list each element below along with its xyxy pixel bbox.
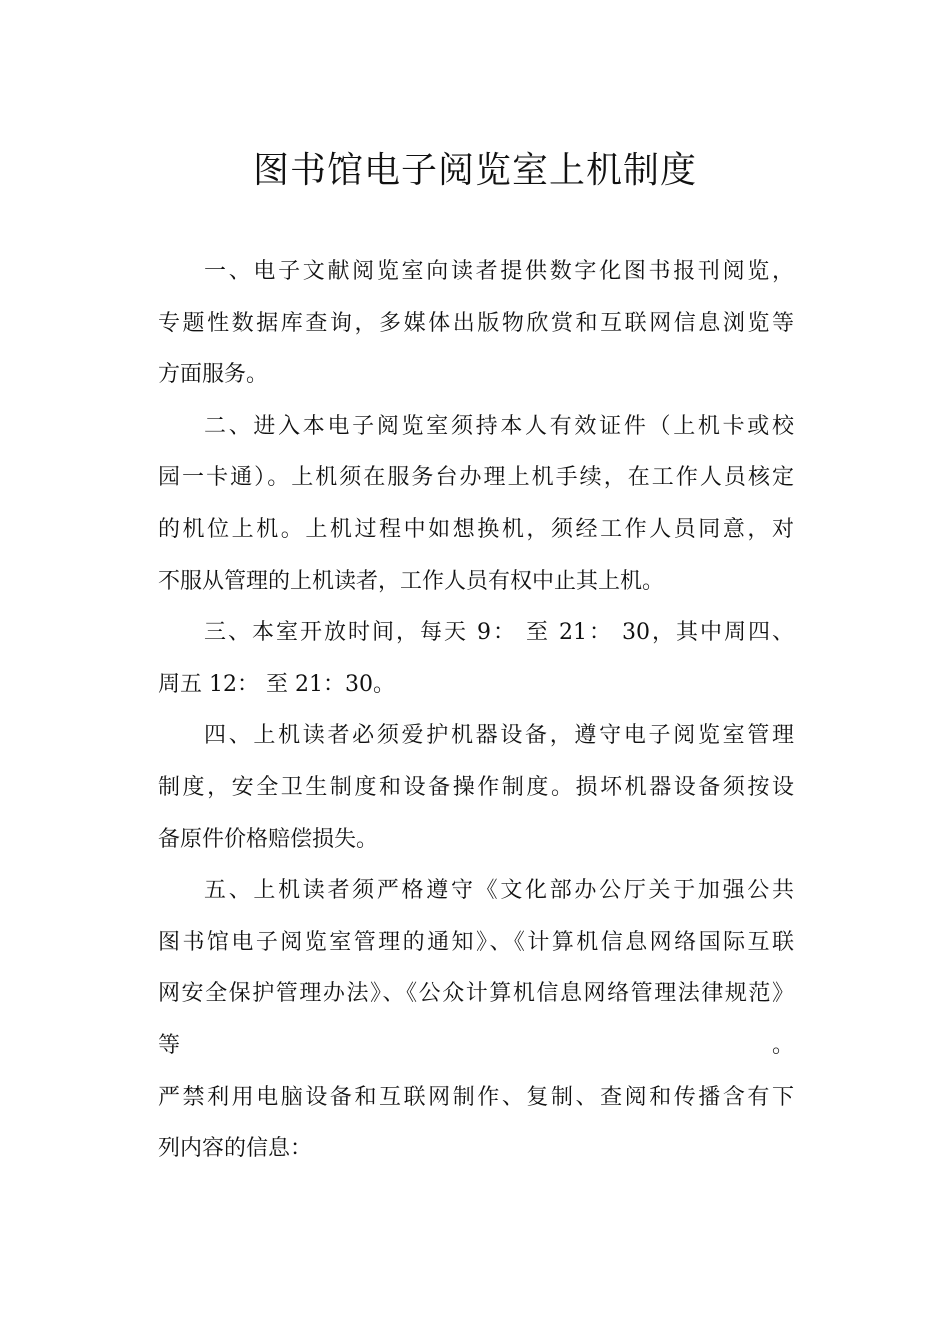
paragraph-4-line-3: 备原件价格赔偿损失。 — [158, 826, 379, 852]
paragraph-5-line-5: 严禁利用电脑设备和互联网制作、复制、查阅和传播含有下 — [158, 1084, 794, 1110]
paragraph-1-line-1: 一、电子文献阅览室向读者提供数字化图书报刊阅览， — [204, 259, 794, 284]
paragraph-5-line-4-right: 。 — [771, 1032, 794, 1058]
paragraph-3-line-2: 周五 12： 至 21：30。 — [158, 671, 395, 697]
paragraph-2-line-2: 园一卡通）。上机须在服务台办理上机手续，在工作人员核定 — [158, 465, 794, 491]
document-body — [158, 246, 794, 1175]
paragraph-4-line-2: 制度，安全卫生制度和设备操作制度。损坏机器设备须按设 — [158, 774, 794, 800]
paragraph-1-line-2: 专题性数据库查询，多媒体出版物欣赏和互联网信息浏览等 — [158, 310, 794, 336]
paragraph-2-line-3: 的机位上机。上机过程中如想换机，须经工作人员同意，对 — [158, 516, 794, 542]
paragraph-5-line-4 — [158, 1020, 794, 1072]
paragraph-5-line-3: 网安全保护管理办法》、《公众计算机信息网络管理法律规范》 — [158, 981, 794, 1007]
paragraph-3-line-1: 三、本室开放时间，每天 9： 至 21： 30，其中周四、 — [204, 620, 794, 646]
paragraph-5-line-4-left: 等 — [158, 1032, 181, 1058]
document-title: 图书馆电子阅览室上机制度 — [252, 150, 697, 191]
paragraph-1-line-3: 方面服务。 — [158, 362, 269, 388]
paragraph-5-line-1: 五、上机读者须严格遵守《文化部办公厅关于加强公共 — [204, 878, 794, 904]
paragraph-2-line-4: 不服从管理的上机读者，工作人员有权中止其上机。 — [158, 568, 665, 594]
paragraph-5-line-6: 列内容的信息： — [158, 1136, 313, 1162]
paragraph-5-line-2: 图书馆电子阅览室管理的通知》、《计算机信息网络国际互联 — [158, 929, 794, 955]
paragraph-4-line-1: 四、上机读者必须爱护机器设备，遵守电子阅览室管理 — [204, 723, 794, 749]
paragraph-2-line-1: 二、进入本电子阅览室须持本人有效证件（上机卡或校 — [204, 413, 794, 439]
